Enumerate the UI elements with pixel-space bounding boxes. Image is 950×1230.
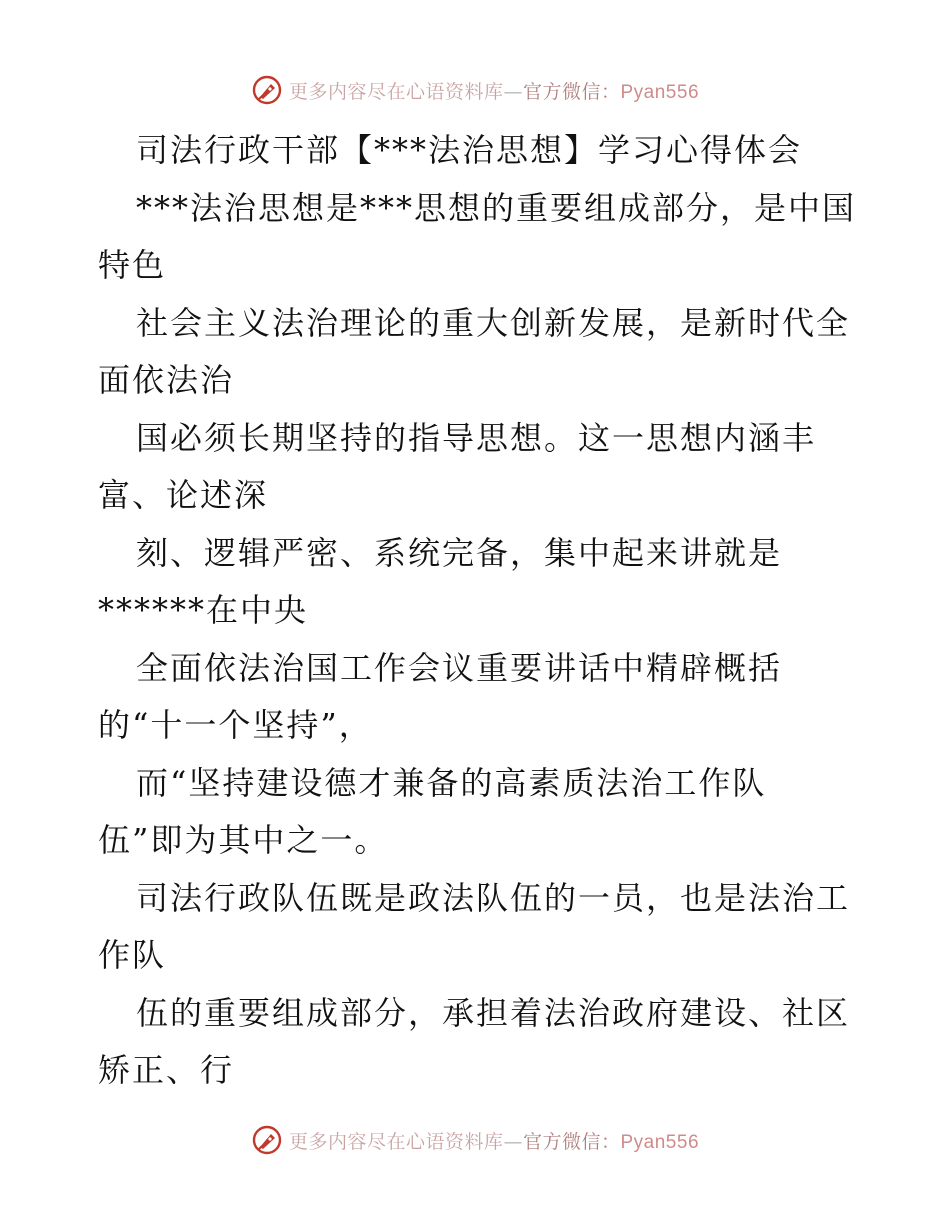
- text-line: 的“十一个坚持”，: [98, 706, 373, 744]
- text-line: 伍的重要组成部分，承担着法治政府建设、社区: [136, 993, 851, 1032]
- text-line: 国必须长期坚持的指导思想。这一思想内涵丰: [136, 418, 817, 457]
- watermark-wechat-label: 官方微信：: [522, 80, 621, 103]
- text-line: 伍”即为其中之一。: [98, 821, 389, 859]
- watermark-text: [289, 1127, 699, 1154]
- watermark-wechat-id: Pyan556: [620, 81, 700, 103]
- watermark-wechat-label: 官方微信：: [522, 1130, 621, 1153]
- pen-nib-logo-icon: [251, 74, 283, 106]
- text-line: 面依法治: [98, 361, 235, 399]
- header-watermark: [0, 70, 950, 110]
- footer-watermark: [0, 1120, 950, 1160]
- text-line: 刻、逻辑严密、系统完备，集中起来讲就是: [136, 533, 783, 572]
- document-body: [98, 122, 878, 1100]
- text-line: 矫正、行: [98, 1051, 235, 1089]
- text-line: 富、论述深: [98, 476, 269, 514]
- text-line: 司法行政队伍既是政法队伍的一员，也是法治工: [136, 878, 851, 917]
- text-line: 司法行政干部【***法治思想】学习心得体会: [136, 131, 803, 169]
- text-line: 全面依法治国工作会议重要讲话中精辟概括: [136, 648, 783, 687]
- watermark-separator: —: [503, 1130, 523, 1153]
- watermark-wechat-id: Pyan556: [620, 1131, 700, 1153]
- watermark-site: 更多内容尽在心语资料库: [288, 1130, 504, 1153]
- watermark-text: [289, 77, 699, 104]
- text-line: 特色: [98, 246, 167, 284]
- pen-nib-logo-icon: [251, 1124, 283, 1156]
- watermark-site: 更多内容尽在心语资料库: [288, 80, 504, 103]
- text-line: 作队: [98, 936, 167, 974]
- text-line: 而“坚持建设德才兼备的高素质法治工作队: [136, 763, 767, 802]
- text-line: 社会主义法治理论的重大创新发展，是新时代全: [136, 303, 851, 342]
- text-line: ******在中央: [98, 591, 309, 629]
- text-line: ***法治思想是***思想的重要组成部分，是中国: [136, 188, 857, 227]
- watermark-separator: —: [503, 80, 523, 103]
